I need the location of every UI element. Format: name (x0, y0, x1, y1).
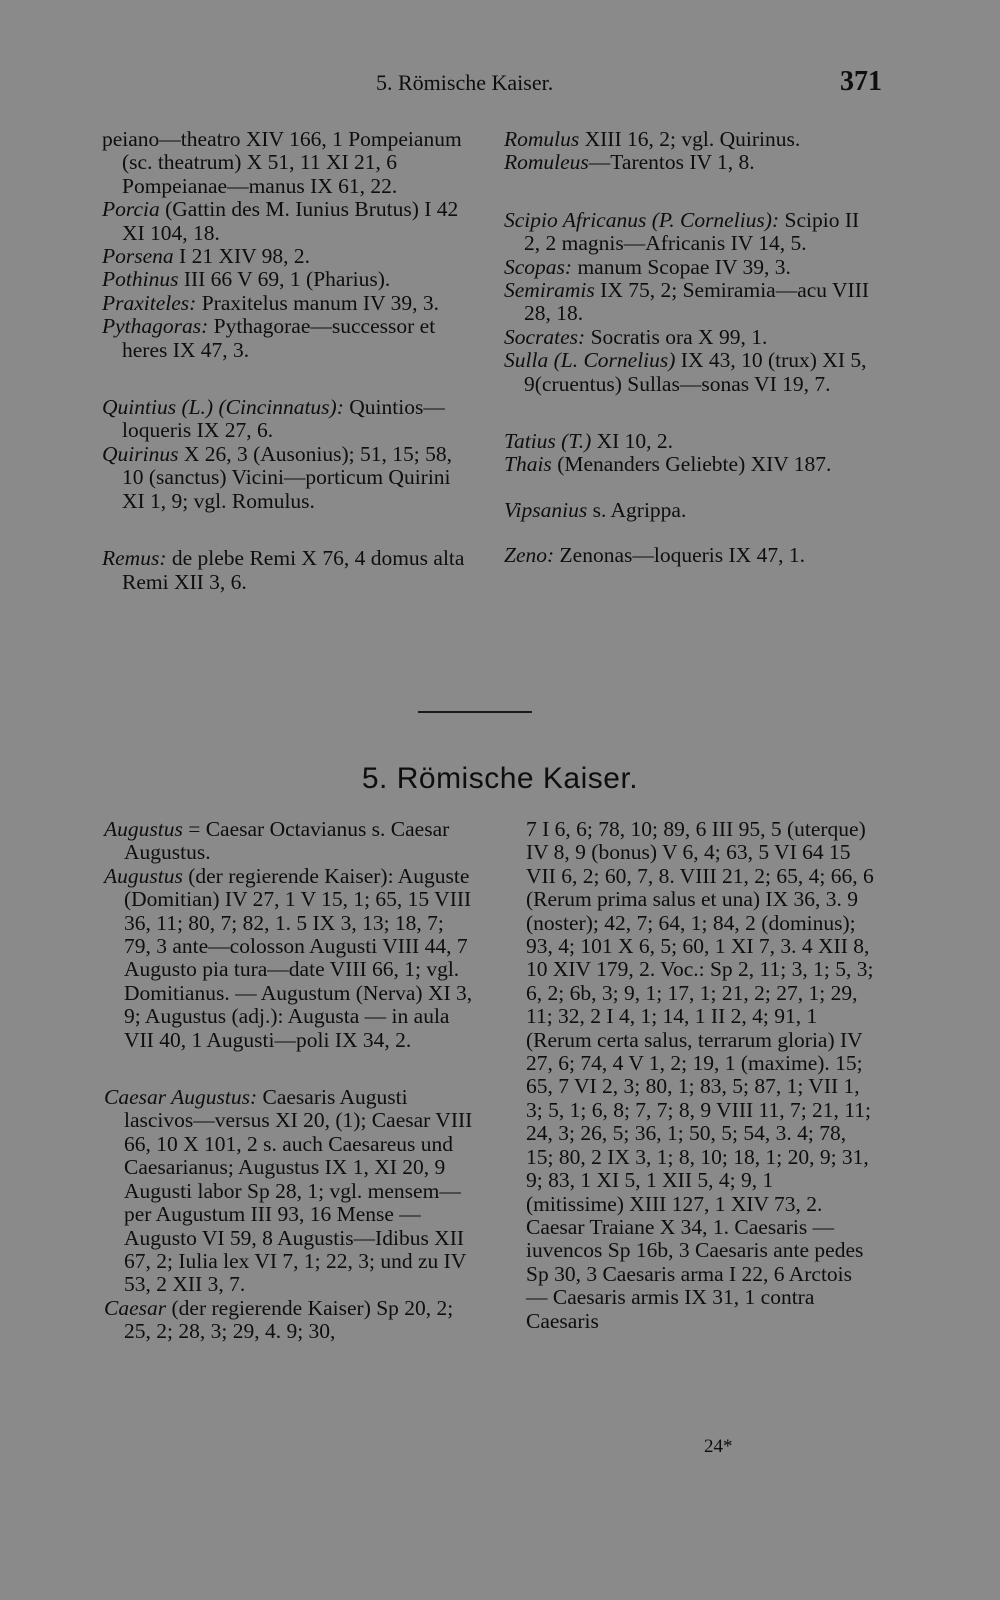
index-entry (102, 128, 472, 198)
entry-headword: Caesar Augustus: (104, 1085, 258, 1110)
index-entry (504, 209, 876, 256)
entry-text: Socratis ora X 99, 1. (585, 324, 768, 349)
index-entry (102, 268, 472, 291)
entry-text: III 66 V 69, 1 (Pharius). (178, 267, 391, 292)
index-entry (504, 453, 876, 476)
section-divider-rule (418, 711, 532, 713)
index-entry (102, 547, 472, 594)
index-entry (504, 128, 876, 151)
index-column-top-right (504, 128, 876, 568)
entry-headword: Porsena (102, 244, 174, 269)
entry-text: (der regierende Kaiser): Auguste (Domitian) IV 27, 1 V 15, 1; 65, 15 VIII 36, 11; 80, 7; 82, 1. 5 IX 3, 13; 18, 7; 79, 3 ante—colosson Augusti VIII 44, 7 Augusto pia tura—date VIII 66, 1; vgl. Domitianus. — Augustum (Nerva) XI 3, 9; Augustus (adj.): Augusta — in aula VII 40, 1 Augusti—poli IX 34, 2. (124, 863, 473, 1052)
entry-headword: Remus: (102, 546, 167, 571)
entry-text: Quintios—loqueris IX 27, 6. (122, 395, 445, 443)
running-head (0, 66, 1000, 100)
entry-headword: Pythagoras: (102, 314, 209, 339)
entry-text: Caesaris Augusti lascivos—versus XI 20, (1); Caesar VIII 66, 10 X 101, 2 s. auch Caesareus und Caesarianus; Augustus IX 1, XI 20, 9 Augusti labor Sp 28, 1; vgl. mensem—per Augustum III 93, 16 Mense — Augusto VI 59, 8 Augustis—Idibus XII 67, 2; Iulia lex VI 7, 1; 22, 3; und zu IV 53, 2 XII 3, 7. (124, 1085, 473, 1297)
entry-headword: Romuleus (504, 150, 589, 175)
entry-text: s. Agrippa. (587, 497, 687, 522)
entry-headword: Scopas: (504, 254, 573, 279)
index-entry (104, 1297, 474, 1344)
index-entry (102, 292, 472, 315)
index-column-bottom-left (104, 818, 474, 1344)
index-column-top-left (102, 128, 472, 594)
entry-text: peiano—theatro XIV 166, 1 Pompeianum (sc. theatrum) X 51, 11 XI 21, 6 Pompeianae—manus IX 61, 22. (102, 127, 462, 198)
entry-headword: Sulla (L. Cornelius) (504, 348, 676, 373)
entry-headword: Porcia (102, 197, 160, 222)
index-column-bottom-right (526, 818, 876, 1333)
entry-headword: Romulus (504, 127, 580, 151)
entry-text: (der regierende Kaiser) Sp 20, 2; 25, 2; 28, 3; 29, 4. 9; 30, (124, 1295, 454, 1344)
index-entry (504, 499, 876, 522)
index-entry (102, 198, 472, 245)
entry-text: Zenonas—loqueris IX 47, 1. (554, 543, 805, 568)
entry-headword: Socrates: (504, 324, 586, 349)
entry-text: (Menanders Geliebte) XIV 187. (551, 452, 832, 477)
entry-text: = Caesar Octavianus s. Caesar Augustus. (124, 817, 450, 865)
entry-headword: Caesar (104, 1295, 167, 1320)
entry-headword: Tatius (T.) (504, 429, 592, 454)
entry-headword: Zeno: (504, 543, 555, 568)
entry-text: I 21 XIV 98, 2. (173, 244, 311, 269)
section-heading: 5. Römische Kaiser. (361, 762, 639, 795)
index-entry (104, 818, 474, 865)
entry-text: XI 10, 2. (591, 429, 674, 454)
entry-headword: Augustus (104, 863, 183, 888)
entry-text: Praxitelus manum IV 39, 3. (196, 290, 439, 315)
signature-mark: 24* (704, 1436, 733, 1457)
entry-headword: Quirinus (102, 441, 179, 466)
entry-text: IX 75, 2; Semiramia—acu VIII 28, 18. (524, 278, 870, 326)
index-entry (504, 326, 876, 349)
index-entry (504, 279, 876, 326)
entry-headword: Vipsanius (504, 497, 588, 522)
entry-text: Scipio II 2, 2 magnis—Africanis IV 14, 5. (524, 207, 860, 256)
index-entry (504, 544, 876, 567)
entry-text: manum Scopae IV 39, 3. (572, 254, 791, 279)
entry-headword: Augustus (104, 817, 183, 841)
index-entry (102, 443, 472, 513)
entry-headword: Semiramis (504, 278, 595, 303)
entry-text: Pythagorae—successor et heres IX 47, 3. (122, 314, 436, 362)
entry-text: XIII 16, 2; vgl. Quirinus. (579, 127, 801, 151)
entry-text: —Tarentos IV 1, 8. (588, 150, 755, 175)
index-entry (104, 1086, 474, 1297)
index-entry (504, 349, 876, 396)
index-entry (504, 430, 876, 453)
entry-text: de plebe Remi X 76, 4 domus alta Remi XII 3, 6. (122, 546, 465, 594)
index-entry (504, 256, 876, 279)
index-entry (504, 151, 876, 174)
index-entry (102, 245, 472, 268)
entry-headword: Thais (504, 452, 552, 477)
entry-headword: Praxiteles: (102, 290, 197, 315)
entry-text: (Gattin des M. Iunius Brutus) I 42 XI 104, 18. (122, 197, 459, 245)
index-entry (102, 396, 472, 443)
entry-text: IX 43, 10 (trux) XI 5, 9(cruentus) Sullas—sonas VI 19, 7. (524, 348, 867, 396)
running-title: 5. Römische Kaiser. (376, 70, 554, 95)
index-entry-continuation: 7 I 6, 6; 78, 10; 89, 6 III 95, 5 (uterque) IV 8, 9 (bonus) V 6, 4; 63, 5 VI 64 15 VII 6, 2; 60, 7, 8. VIII 21, 2; 65, 4; 66, 6 (Rerum prima salus et una) IX 36, 3. 9 (noster); 42, 7; 64, 1; 84, 2 (dominus); 93, 4; 101 X 6, 5; 60, 1 XI 7, 3. 4 XII 8, 10 XIV 179, 2. Voc.: Sp 2, 11; 3, 1; 5, 3; 6, 2; 6b, 3; 9, 1; 17, 1; 21, 2; 27, 1; 29, 11; 32, 2 I 4, 1; 14, 1 II 2, 4; 91, 1 (Rerum certa salus, terrarum gloria) IV 27, 6; 74, 4 V 1, 2; 19, 1 (maxime). 15; 65, 7 VI 2, 3; 80, 1; 83, 5; 87, 1; VII 1, 3; 5, 1; 6, 8; 7, 7; 8, 9 VIII 11, 7; 21, 11; 24, 3; 26, 5; 36, 1; 50, 5; 54, 3. 4; 78, 15; 80, 2 IX 3, 1; 8, 10; 18, 1; 20, 9; 31, 9; 83, 1 XI 5, 1 XII 5, 4; 9, 1 (mitissime) XIII 127, 1 XIV 73, 2. Caesar Traiane X 34, 1. Caesaris — iuvencos Sp 16b, 3 Caesaris ante pedes Sp 30, 3 Caesaris arma I 22, 6 Arctois — Caesaris armis IX 31, 1 contra Caesaris (526, 817, 874, 1333)
entry-headword: Pothinus (102, 267, 179, 292)
entry-text: X 26, 3 (Ausonius); 51, 15; 58, 10 (sanctus) Vicini—porticum Quirini XI 1, 9; vgl. Romulus. (122, 441, 452, 513)
page-number: 371 (840, 66, 882, 97)
index-entry (102, 315, 472, 362)
entry-headword: Scipio Africanus (P. Cornelius): (504, 207, 780, 232)
entry-headword: Quintius (L.) (Cincinnatus): (102, 395, 344, 420)
index-entry (104, 865, 474, 1052)
